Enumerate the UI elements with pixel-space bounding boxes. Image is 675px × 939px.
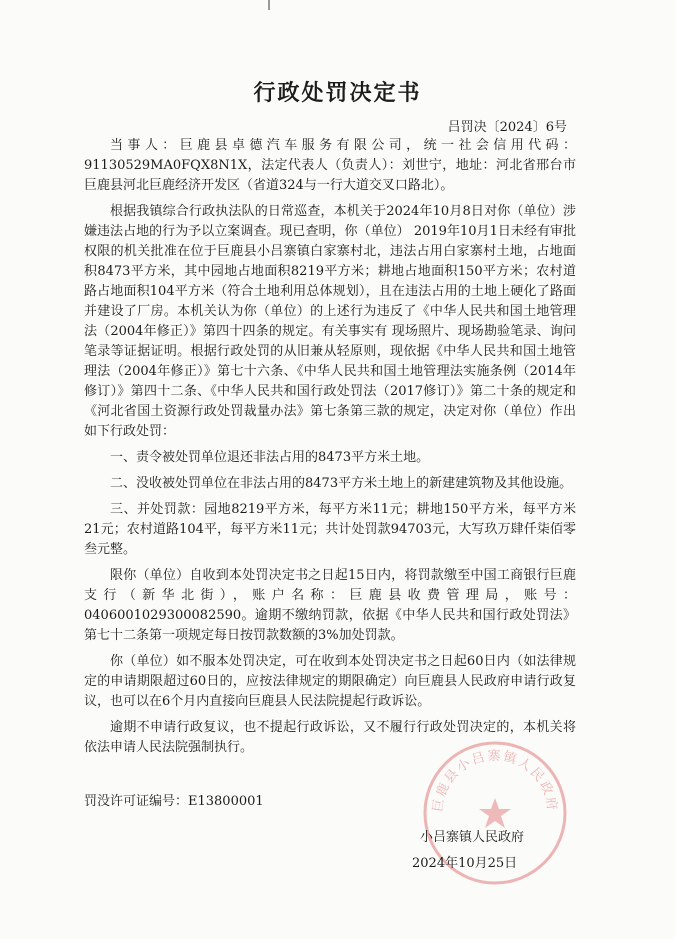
seal-text: 巨鹿县小吕寨镇人民政府 <box>430 749 560 814</box>
facts-paragraph: 根据我镇综合行政执法队的日常巡查，本机关于2024年10月8日对你（单位）涉嫌违法占地的行为予以立案调查。现已查明，你（单位） 2019年10月1日未经有审批权限的机关批准在位于巨鹿县小吕寨镇白家寨村北，违法占用白家寨村土地，占地面积8473平方米，其中园地占地面积8219平方米；耕地占地面积150平方米；农村道路占地面积104平方米（符合土地利用总体规划），且在违法占用的土地上硬化了路面并建设了厂房。本机关认为你（单位）的上述行为违反了《中华人民共和国土地管理法（2004年修正）》第四十四条的规定。有关事实有 现场照片、现场勘验笔录、询问笔录等证据证明。根据行政处罚的从旧兼从轻原则，现依据《中华人民共和国土地管理法（2004年修正）》第七十六条、《中华人民共和国土地管理法实施条例（2014年修订）》第四十二条、《中华人民共和国行政处罚法（2017修订）》第二十条的规定和《河北省国土资源行政处罚裁量办法》第七条第三款的规定，决定对你（单位）作出如下行政处罚： <box>84 204 576 439</box>
permit-number: 罚没许可证编号：E13800001 <box>84 794 264 809</box>
scan-mark <box>268 0 270 10</box>
penalty-item-2: 二、没收被处罚单位在非法占用的8473平方米土地上的新建建筑物及其他设施。 <box>110 476 573 491</box>
issue-date: 2024年10月25日 <box>412 856 518 871</box>
issuing-authority: 小吕寨镇人民政府 <box>420 830 525 845</box>
penalty-item-1: 一、责令被处罚单位退还非法占用的8473平方米土地。 <box>110 450 430 465</box>
seal-star <box>479 798 511 828</box>
document-body <box>84 136 576 764</box>
document-title: 行政处罚决定书 <box>253 80 422 106</box>
payment-paragraph: 限你（单位）自收到本处罚决定书之日起15日内，将罚款缴至中国工商银行巨鹿支行（新华北街），账户名称：巨鹿县收费管理局，账号：0406001029300082590。逾期不缴纳罚款，依据《中华人民共和国行政处罚法》第七十二条第一项规定每日按罚款数额的3%加处罚款。 <box>84 568 576 643</box>
document-number: 吕罚决〔2024〕6号 <box>447 120 567 135</box>
penalty-item-3: 三、并处罚款：园地8219平方米，每平方米11元；耕地150平方米，每平方米21元；农村道路104平，每平方米11元；共计处罚款94703元，大写玖万肆仟柒佰零叁元整。 <box>84 502 576 557</box>
party-paragraph: 当事人：巨鹿县卓德汽车服务有限公司，统一社会信用代码：91130529MA0FQX8N1X，法定代表人（负责人）：刘世宁，地址：河北省邢台市巨鹿县河北巨鹿经济开发区（省道324与一行大道交叉口路北）。 <box>84 138 576 193</box>
appeal-paragraph: 你（单位）如不服本处罚决定，可在收到本处罚决定书之日起60日内（如法律规定的申请期限超过60日的，应按法律规定的期限确定）向巨鹿县人民政府申请行政复议，也可以在6个月内直接向巨鹿县人民法院提起行政诉讼。 <box>84 654 576 709</box>
enforcement-paragraph: 逾期不申请行政复议，也不提起行政诉讼，又不履行行政处罚决定的，本机关将依法申请人民法院强制执行。 <box>84 720 576 755</box>
